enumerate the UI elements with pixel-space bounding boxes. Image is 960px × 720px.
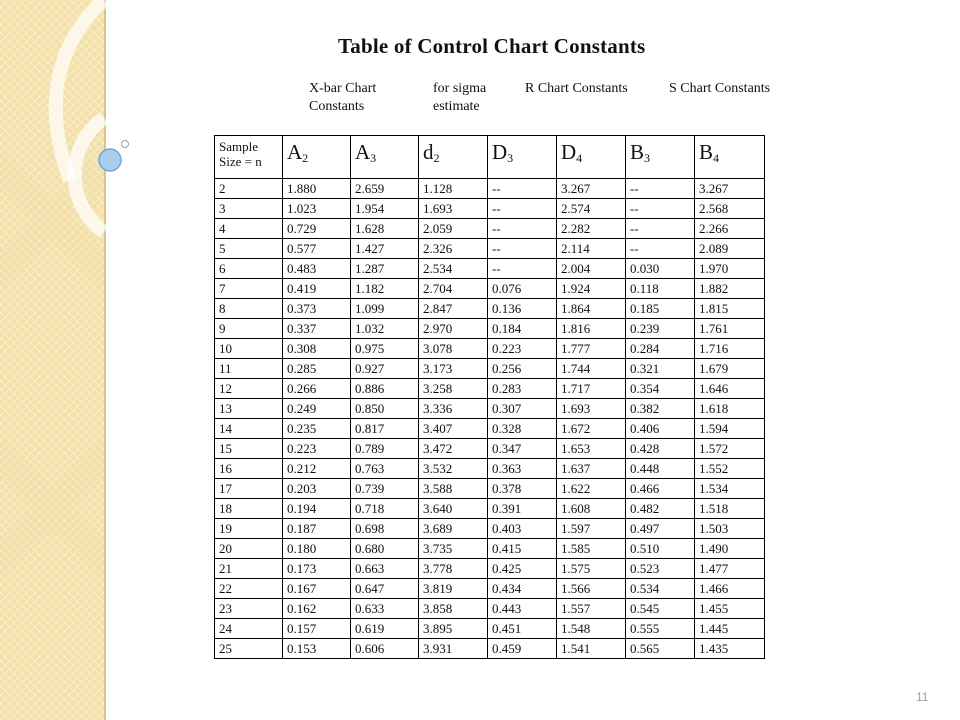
header-subscript: 2	[433, 151, 440, 165]
cell-d3: 0.378	[488, 479, 557, 499]
table-row	[215, 559, 765, 579]
cell-a2: 0.187	[283, 519, 351, 539]
cell-a3: 1.182	[351, 279, 419, 299]
cell-b4: 1.534	[695, 479, 765, 499]
cell-b3: 0.565	[626, 639, 695, 659]
slide-title: Table of Control Chart Constants	[338, 34, 646, 58]
cell-sample-size: 6	[215, 259, 283, 279]
cell-sample-size: 23	[215, 599, 283, 619]
header-a3	[351, 136, 419, 179]
cell-a2: 0.419	[283, 279, 351, 299]
cell-sample-size: 15	[215, 439, 283, 459]
cell-d3: --	[488, 179, 557, 199]
cell-d2: 3.778	[419, 559, 488, 579]
table-row	[215, 599, 765, 619]
cell-sample-size: 9	[215, 319, 283, 339]
cell-a3: 0.619	[351, 619, 419, 639]
group-label-line: S Chart Constants	[669, 81, 771, 96]
cell-a2: 0.223	[283, 439, 351, 459]
header-sample-size	[215, 136, 283, 179]
cell-b3: 0.545	[626, 599, 695, 619]
header-symbol: B	[699, 140, 714, 164]
cell-d2: 3.858	[419, 599, 488, 619]
cell-d3: 0.136	[488, 299, 557, 319]
header-sample-line2: Size = n	[219, 154, 262, 169]
cell-b3: 0.555	[626, 619, 695, 639]
group-label-xbar	[309, 80, 376, 116]
cell-d2: 3.689	[419, 519, 488, 539]
cell-sample-size: 25	[215, 639, 283, 659]
header-subscript: 3	[507, 151, 514, 165]
cell-d2: 3.078	[419, 339, 488, 359]
cell-b3: 0.321	[626, 359, 695, 379]
cell-d4: 1.608	[557, 499, 626, 519]
cell-b4: 1.970	[695, 259, 765, 279]
cell-d3: 0.425	[488, 559, 557, 579]
cell-a3: 0.739	[351, 479, 419, 499]
cell-d2: 2.534	[419, 259, 488, 279]
cell-sample-size: 8	[215, 299, 283, 319]
cell-a2: 0.180	[283, 539, 351, 559]
cell-d4: 1.585	[557, 539, 626, 559]
cell-a2: 0.162	[283, 599, 351, 619]
group-label-line: R Chart Constants	[525, 81, 628, 96]
cell-b3: --	[626, 179, 695, 199]
cell-b4: 1.882	[695, 279, 765, 299]
cell-sample-size: 10	[215, 339, 283, 359]
cell-a2: 0.249	[283, 399, 351, 419]
cell-b3: --	[626, 219, 695, 239]
cell-d4: 2.114	[557, 239, 626, 259]
cell-d2: 3.532	[419, 459, 488, 479]
table-row	[215, 359, 765, 379]
cell-b4: 2.568	[695, 199, 765, 219]
cell-b4: 1.716	[695, 339, 765, 359]
cell-a2: 1.023	[283, 199, 351, 219]
cell-b4: 1.815	[695, 299, 765, 319]
cell-d3: --	[488, 199, 557, 219]
cell-a3: 1.032	[351, 319, 419, 339]
cell-d3: 0.307	[488, 399, 557, 419]
cell-b3: 0.510	[626, 539, 695, 559]
cell-b4: 1.572	[695, 439, 765, 459]
cell-d4: 1.744	[557, 359, 626, 379]
cell-b4: 1.466	[695, 579, 765, 599]
cell-a3: 0.633	[351, 599, 419, 619]
cell-d2: 3.931	[419, 639, 488, 659]
header-symbol: B	[630, 140, 645, 164]
header-symbol: D	[561, 140, 577, 164]
cell-a3: 1.099	[351, 299, 419, 319]
cell-sample-size: 11	[215, 359, 283, 379]
cell-d2: 1.128	[419, 179, 488, 199]
cell-d2: 2.704	[419, 279, 488, 299]
cell-b4: 1.455	[695, 599, 765, 619]
header-subscript: 4	[576, 151, 583, 165]
cell-a3: 0.718	[351, 499, 419, 519]
cell-sample-size: 5	[215, 239, 283, 259]
cell-d4: 1.717	[557, 379, 626, 399]
cell-b3: 0.284	[626, 339, 695, 359]
cell-b3: 0.406	[626, 419, 695, 439]
cell-d3: 0.184	[488, 319, 557, 339]
table-row	[215, 319, 765, 339]
cell-d3: 0.459	[488, 639, 557, 659]
cell-a3: 1.628	[351, 219, 419, 239]
cell-sample-size: 14	[215, 419, 283, 439]
cell-a3: 2.659	[351, 179, 419, 199]
cell-d3: 0.403	[488, 519, 557, 539]
cell-b3: --	[626, 199, 695, 219]
header-symbol: D	[492, 140, 508, 164]
cell-a2: 0.266	[283, 379, 351, 399]
cell-a2: 1.880	[283, 179, 351, 199]
cell-d3: 0.415	[488, 539, 557, 559]
cell-a3: 1.287	[351, 259, 419, 279]
cell-b4: 1.503	[695, 519, 765, 539]
cell-a2: 0.373	[283, 299, 351, 319]
header-sample-line1: Sample	[219, 139, 258, 154]
decorative-rings	[0, 0, 140, 720]
cell-a3: 0.850	[351, 399, 419, 419]
cell-a2: 0.577	[283, 239, 351, 259]
cell-d4: 1.816	[557, 319, 626, 339]
cell-d4: 1.693	[557, 399, 626, 419]
table-row	[215, 639, 765, 659]
cell-b4: 1.552	[695, 459, 765, 479]
group-label-r-chart	[525, 80, 628, 98]
cell-sample-size: 21	[215, 559, 283, 579]
table-row	[215, 419, 765, 439]
cell-d3: 0.363	[488, 459, 557, 479]
slide-number: 11	[916, 690, 929, 704]
cell-a3: 0.975	[351, 339, 419, 359]
cell-d2: 3.336	[419, 399, 488, 419]
table-row	[215, 399, 765, 419]
cell-b3: 0.534	[626, 579, 695, 599]
cell-a3: 0.817	[351, 419, 419, 439]
cell-a3: 0.698	[351, 519, 419, 539]
cell-a3: 0.927	[351, 359, 419, 379]
group-label-line: X-bar Chart	[309, 81, 377, 96]
cell-d2: 3.588	[419, 479, 488, 499]
cell-d3: 0.391	[488, 499, 557, 519]
cell-b4: 3.267	[695, 179, 765, 199]
cell-b4: 1.518	[695, 499, 765, 519]
cell-sample-size: 7	[215, 279, 283, 299]
cell-d3: 0.434	[488, 579, 557, 599]
cell-b4: 1.477	[695, 559, 765, 579]
cell-b3: 0.030	[626, 259, 695, 279]
table-row	[215, 179, 765, 199]
cell-b4: 1.490	[695, 539, 765, 559]
cell-d4: 1.637	[557, 459, 626, 479]
cell-b4: 1.594	[695, 419, 765, 439]
cell-sample-size: 24	[215, 619, 283, 639]
group-label-sigma	[433, 80, 486, 116]
cell-b3: 0.354	[626, 379, 695, 399]
control-chart-constants-table	[214, 135, 765, 659]
cell-b3: --	[626, 239, 695, 259]
header-a2	[283, 136, 351, 179]
blue-bullet-dot	[99, 149, 121, 171]
table-row	[215, 239, 765, 259]
table-header-row	[215, 136, 765, 179]
cell-d2: 3.173	[419, 359, 488, 379]
cell-a3: 0.606	[351, 639, 419, 659]
cell-d3: 0.223	[488, 339, 557, 359]
cell-a3: 0.647	[351, 579, 419, 599]
cell-sample-size: 18	[215, 499, 283, 519]
cell-a2: 0.337	[283, 319, 351, 339]
cell-d3: --	[488, 259, 557, 279]
cell-d3: 0.443	[488, 599, 557, 619]
table-row	[215, 339, 765, 359]
cell-b3: 0.482	[626, 499, 695, 519]
cell-sample-size: 19	[215, 519, 283, 539]
cell-b3: 0.448	[626, 459, 695, 479]
cell-a3: 0.680	[351, 539, 419, 559]
cell-sample-size: 17	[215, 479, 283, 499]
cell-b4: 1.445	[695, 619, 765, 639]
cell-b4: 1.618	[695, 399, 765, 419]
cell-sample-size: 4	[215, 219, 283, 239]
cell-sample-size: 2	[215, 179, 283, 199]
cell-a2: 0.203	[283, 479, 351, 499]
table-row	[215, 579, 765, 599]
cell-a3: 1.954	[351, 199, 419, 219]
cell-a2: 0.153	[283, 639, 351, 659]
cell-sample-size: 12	[215, 379, 283, 399]
header-symbol: A	[355, 140, 371, 164]
header-d3	[488, 136, 557, 179]
cell-d3: 0.347	[488, 439, 557, 459]
cell-d4: 1.597	[557, 519, 626, 539]
cell-a3: 0.886	[351, 379, 419, 399]
group-label-s-chart	[669, 80, 770, 98]
cell-b4: 1.679	[695, 359, 765, 379]
table-row	[215, 259, 765, 279]
group-label-line: for sigma	[433, 81, 487, 96]
cell-d2: 3.640	[419, 499, 488, 519]
header-subscript: 2	[302, 151, 309, 165]
cell-b3: 0.239	[626, 319, 695, 339]
cell-d4: 1.653	[557, 439, 626, 459]
cell-d4: 1.864	[557, 299, 626, 319]
cell-a3: 0.789	[351, 439, 419, 459]
table-body	[215, 179, 765, 659]
cell-d3: 0.256	[488, 359, 557, 379]
cell-a2: 0.212	[283, 459, 351, 479]
cell-d2: 2.059	[419, 219, 488, 239]
cell-d2: 3.819	[419, 579, 488, 599]
cell-a2: 0.173	[283, 559, 351, 579]
cell-d4: 3.267	[557, 179, 626, 199]
cell-d4: 1.566	[557, 579, 626, 599]
table-row	[215, 279, 765, 299]
cell-a2: 0.729	[283, 219, 351, 239]
cell-a2: 0.483	[283, 259, 351, 279]
cell-d2: 2.847	[419, 299, 488, 319]
cell-d2: 2.970	[419, 319, 488, 339]
cell-a2: 0.194	[283, 499, 351, 519]
small-ring-dot	[122, 141, 129, 148]
cell-d4: 2.282	[557, 219, 626, 239]
table-row	[215, 379, 765, 399]
cell-a2: 0.157	[283, 619, 351, 639]
cell-d4: 1.672	[557, 419, 626, 439]
cell-a2: 0.308	[283, 339, 351, 359]
cell-b3: 0.428	[626, 439, 695, 459]
cell-b3: 0.523	[626, 559, 695, 579]
cell-sample-size: 20	[215, 539, 283, 559]
table-row	[215, 219, 765, 239]
cell-d3: 0.328	[488, 419, 557, 439]
group-label-line: Constants	[309, 99, 365, 114]
header-subscript: 3	[370, 151, 377, 165]
cell-b4: 1.646	[695, 379, 765, 399]
cell-d4: 1.622	[557, 479, 626, 499]
cell-d2: 3.407	[419, 419, 488, 439]
cell-b4: 2.089	[695, 239, 765, 259]
cell-b3: 0.118	[626, 279, 695, 299]
table-row	[215, 439, 765, 459]
cell-d4: 2.004	[557, 259, 626, 279]
cell-d2: 1.693	[419, 199, 488, 219]
cell-a3: 0.663	[351, 559, 419, 579]
header-d2	[419, 136, 488, 179]
cell-a3: 0.763	[351, 459, 419, 479]
cell-d4: 1.557	[557, 599, 626, 619]
cell-b3: 0.497	[626, 519, 695, 539]
header-symbol: d	[423, 140, 434, 164]
cell-d4: 1.924	[557, 279, 626, 299]
cell-b4: 1.761	[695, 319, 765, 339]
cell-b4: 2.266	[695, 219, 765, 239]
cell-d4: 2.574	[557, 199, 626, 219]
group-label-line: estimate	[433, 99, 480, 114]
table-row	[215, 479, 765, 499]
cell-a3: 1.427	[351, 239, 419, 259]
cell-d2: 2.326	[419, 239, 488, 259]
table-row	[215, 519, 765, 539]
cell-d3: --	[488, 239, 557, 259]
cell-d2: 3.258	[419, 379, 488, 399]
cell-b3: 0.185	[626, 299, 695, 319]
cell-sample-size: 16	[215, 459, 283, 479]
cell-b4: 1.435	[695, 639, 765, 659]
cell-d3: 0.283	[488, 379, 557, 399]
header-b4	[695, 136, 765, 179]
cell-b3: 0.382	[626, 399, 695, 419]
cell-a2: 0.167	[283, 579, 351, 599]
table-row	[215, 539, 765, 559]
cell-d3: 0.076	[488, 279, 557, 299]
cell-d2: 3.895	[419, 619, 488, 639]
cell-d4: 1.541	[557, 639, 626, 659]
table-row	[215, 619, 765, 639]
cell-a2: 0.235	[283, 419, 351, 439]
table-row	[215, 499, 765, 519]
cell-sample-size: 22	[215, 579, 283, 599]
header-subscript: 3	[644, 151, 651, 165]
cell-d3: --	[488, 219, 557, 239]
cell-d4: 1.548	[557, 619, 626, 639]
cell-d4: 1.777	[557, 339, 626, 359]
table-row	[215, 199, 765, 219]
cell-d3: 0.451	[488, 619, 557, 639]
header-b3	[626, 136, 695, 179]
cell-d2: 3.472	[419, 439, 488, 459]
header-subscript: 4	[713, 151, 720, 165]
table-row	[215, 459, 765, 479]
header-d4	[557, 136, 626, 179]
cell-d4: 1.575	[557, 559, 626, 579]
cell-d2: 3.735	[419, 539, 488, 559]
cell-sample-size: 13	[215, 399, 283, 419]
header-symbol: A	[287, 140, 303, 164]
cell-b3: 0.466	[626, 479, 695, 499]
cell-sample-size: 3	[215, 199, 283, 219]
table-row	[215, 299, 765, 319]
cell-a2: 0.285	[283, 359, 351, 379]
